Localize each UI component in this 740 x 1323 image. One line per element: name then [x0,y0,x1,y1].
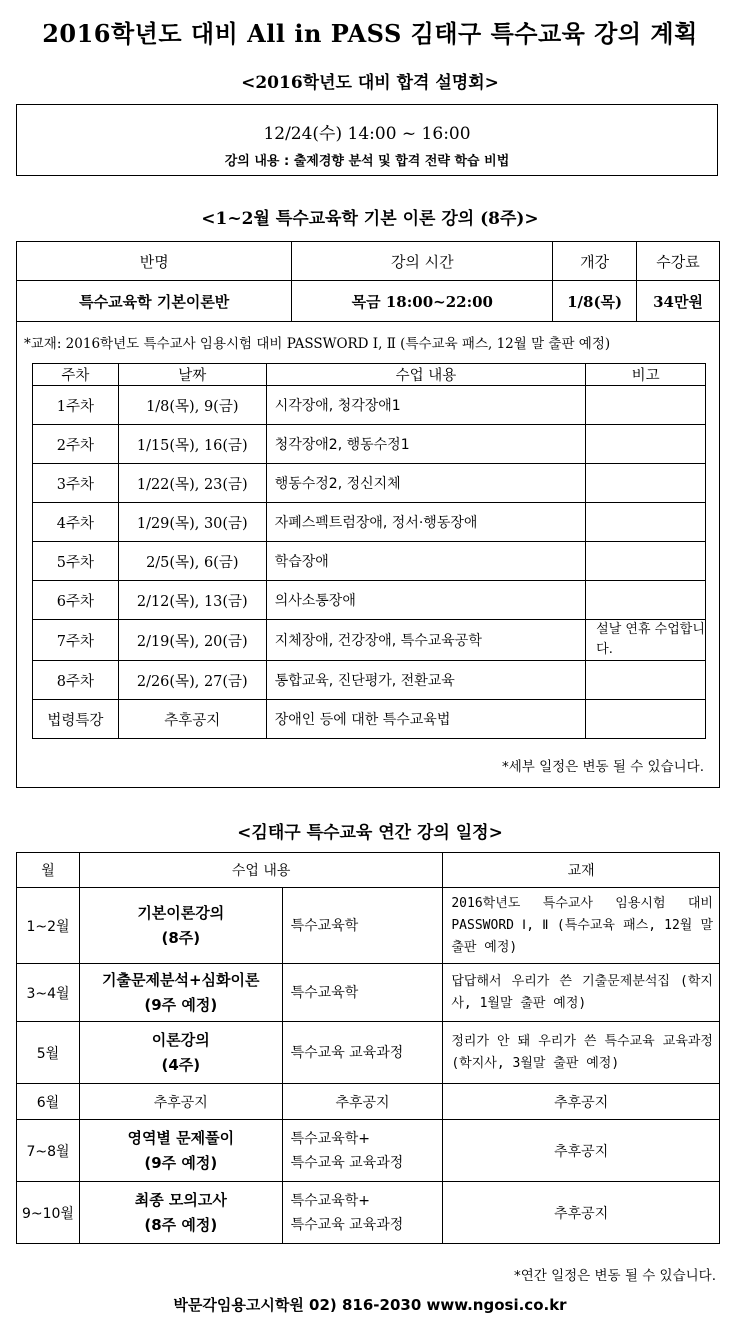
subject-cell: 특수교육학 [282,888,443,964]
month-cell: 3~4월 [17,964,80,1022]
content-cell: 자폐스펙트럼장애, 정서·행동장애 [266,503,585,542]
header-course: 수업 내용 [79,853,442,888]
month-cell: 1~2월 [17,888,80,964]
date-cell: 1/22(목), 23(금) [118,464,266,503]
table-row [33,464,706,503]
header-note: 비고 [586,364,706,386]
table-row [17,964,720,1022]
content-cell: 지체장애, 건강장애, 특수교육공학 [266,620,585,661]
table-row [17,1120,720,1182]
briefing-box [16,104,718,176]
week-cell: 3주차 [33,464,119,503]
note-cell: 설날 연휴 수업합니다. [586,620,706,661]
table-row [33,542,706,581]
lecture-time: 목금 18:00~22:00 [292,281,553,322]
course-cell: 최종 모의고사 (8주 예정) [79,1182,282,1244]
date-cell: 2/19(목), 20(금) [118,620,266,661]
table-row [33,503,706,542]
date-cell: 2/12(목), 13(금) [118,581,266,620]
month-cell: 9~10월 [17,1182,80,1244]
fee: 34만원 [637,281,720,322]
book-cell: 추후공지 [443,1182,720,1244]
textbook-note: *교재: 2016학년도 특수교사 임용시험 대비 PASSWORD Ⅰ, Ⅱ (특수교육 패스, 12월 말 출판 예정) [24,336,611,352]
note-cell [586,386,706,425]
briefing-content: 강의 내용 : 출제경향 분석 및 합격 전략 학습 비법 [224,154,510,169]
note-cell [586,581,706,620]
book-cell: 추후공지 [443,1084,720,1120]
date-cell: 1/15(목), 16(금) [118,425,266,464]
header-lecture-time: 강의 시간 [292,242,553,281]
week-cell: 5주차 [33,542,119,581]
table-row [17,1022,720,1084]
week-cell: 4주차 [33,503,119,542]
course-cell: 기본이론강의 (8주) [79,888,282,964]
note-cell [586,425,706,464]
course-cell: 기출문제분석+심화이론 (9주 예정) [79,964,282,1022]
table-row [33,386,706,425]
content-cell: 행동수정2, 정신지체 [266,464,585,503]
content-cell: 청각장애2, 행동수정1 [266,425,585,464]
note-cell [586,503,706,542]
header-month: 월 [17,853,80,888]
contact-info: 박문각임용고시학원 02) 816-2030 www.ngosi.co.kr [173,1296,567,1314]
header-class-name: 반명 [17,242,292,281]
week-cell: 6주차 [33,581,119,620]
book-cell: 정리가 안 돼 우리가 쓴 특수교육 교육과정 (학지사, 3월말 출판 예정) [443,1022,720,1084]
month-cell: 7~8월 [17,1120,80,1182]
subject-cell: 특수교육학 [282,964,443,1022]
note-cell [586,464,706,503]
start-date: 1/8(목) [553,281,637,322]
annual-footnote: *연간 일정은 변동 될 수 있습니다. [513,1268,716,1284]
table-row [33,661,706,700]
table-row [17,1182,720,1244]
header-date: 날짜 [118,364,266,386]
schedule-footnote: *세부 일정은 변동 될 수 있습니다. [501,759,704,775]
header-week: 주차 [33,364,119,386]
content-cell: 통합교육, 진단평가, 전환교육 [266,661,585,700]
table-row [17,888,720,964]
date-cell: 1/29(목), 30(금) [118,503,266,542]
note-cell [586,700,706,739]
subject-cell: 특수교육학+ 특수교육 교육과정 [282,1182,443,1244]
week-cell: 1주차 [33,386,119,425]
weekly-schedule-table [32,363,706,739]
annual-heading: <김태구 특수교육 연간 강의 일정> [237,823,503,843]
annual-schedule-table [16,852,720,1244]
note-cell [586,661,706,700]
month-cell: 5월 [17,1022,80,1084]
table-row [33,425,706,464]
subject-cell: 특수교육학+ 특수교육 교육과정 [282,1120,443,1182]
week-cell: 2주차 [33,425,119,464]
table-row [33,700,706,739]
header-content: 수업 내용 [266,364,585,386]
content-cell: 시각장애, 청각장애1 [266,386,585,425]
date-cell: 1/8(목), 9(금) [118,386,266,425]
subject-cell: 추후공지 [282,1084,443,1120]
note-cell [586,542,706,581]
course-cell: 추후공지 [79,1084,282,1120]
week-cell: 7주차 [33,620,119,661]
class-name: 특수교육학 기본이론반 [17,281,292,322]
week-cell: 8주차 [33,661,119,700]
book-cell: 답답해서 우리가 쓴 기출문제분석집 (학지사, 1월말 출판 예정) [443,964,720,1022]
date-cell: 2/5(목), 6(금) [118,542,266,581]
content-cell: 학습장애 [266,542,585,581]
table-row [33,620,706,661]
course-cell: 영역별 문제풀이 (9주 예정) [79,1120,282,1182]
header-fee: 수강료 [637,242,720,281]
month-cell: 6월 [17,1084,80,1120]
table-row [17,1084,720,1120]
course-cell: 이론강의 (4주) [79,1022,282,1084]
briefing-heading: <2016학년도 대비 합격 설명회> [241,73,499,93]
date-cell: 추후공지 [118,700,266,739]
date-cell: 2/26(목), 27(금) [118,661,266,700]
header-book: 교재 [443,853,720,888]
basic-course-table [16,241,720,322]
week-cell: 법령특강 [33,700,119,739]
book-cell: 2016학년도 특수교사 임용시험 대비 PASSWORD Ⅰ, Ⅱ (특수교육 패스, 12월 말 출판 예정) [443,888,720,964]
subject-cell: 특수교육 교육과정 [282,1022,443,1084]
content-cell: 장애인 등에 대한 특수교육법 [266,700,585,739]
header-start: 개강 [553,242,637,281]
briefing-datetime: 12/24(수) 14:00 ~ 16:00 [263,124,471,144]
page-title: 2016학년도 대비 All in PASS 김태구 특수교육 강의 계획 [42,19,698,48]
basic-course-heading: <1~2월 특수교육학 기본 이론 강의 (8주)> [201,209,539,229]
table-row [33,581,706,620]
content-cell: 의사소통장애 [266,581,585,620]
book-cell: 추후공지 [443,1120,720,1182]
